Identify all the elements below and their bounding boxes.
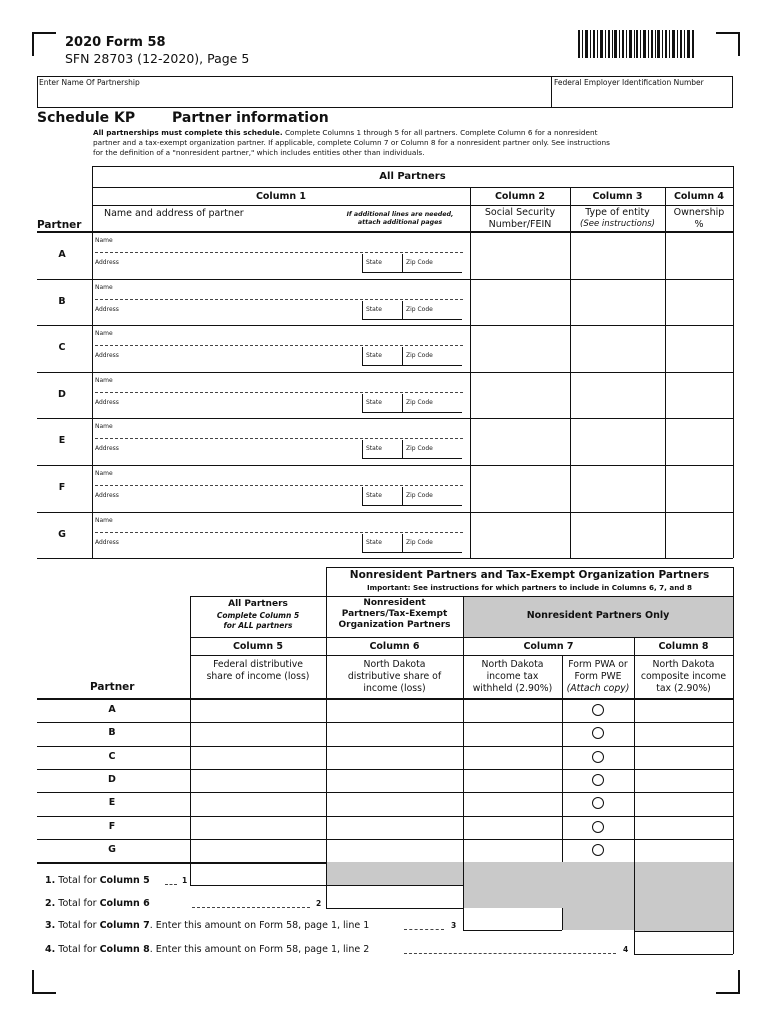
complete-column-5-note [190,611,326,631]
bottom-table-line [190,655,733,656]
line-1-text: Total for [58,875,97,886]
nonresident-important-note: Important: See instructions for which partners to include in Columns 6, 7, and 8 [366,583,693,592]
column-7-header: Column 7 [523,641,574,652]
partner-entity-type-input[interactable] [571,466,664,511]
partner-letter: C [58,342,66,354]
line-3-marker: 3 [451,921,457,930]
column-8-description-line-1: North Dakota [652,659,715,670]
pwa-pwe-radio[interactable] [592,821,604,833]
partner-state-input[interactable] [363,349,401,365]
partner-letter: F [58,482,66,493]
column-7-input[interactable] [464,770,561,791]
top-row-divider [92,372,93,419]
state-zip-underline [362,458,462,459]
column-5-description [190,659,326,683]
column-3-description-line-1: Type of entity [585,207,650,218]
totals-line [634,954,733,955]
partner-state-input[interactable] [363,489,401,505]
zip-field-label: Zip Code [406,398,433,406]
partnership-name-box[interactable] [37,76,551,108]
column-5-input[interactable] [191,817,325,838]
column-1-note-line-2: attach additional pages [357,219,443,226]
column-5-input[interactable] [191,770,325,791]
column-7-input[interactable] [464,840,561,861]
bottom-table-line [190,596,733,597]
state-field-label: State [366,445,382,453]
pwa-pwe-radio[interactable] [592,704,604,716]
name-field-label: Name [95,283,113,291]
partner-zip-input[interactable] [403,256,461,272]
nonresident-only-label: Nonresident Partners Only [526,610,670,621]
top-row-divider [37,558,733,559]
column-7-input[interactable] [464,817,561,838]
top-table-line [733,166,734,558]
nonresident-label-line-1: Nonresident [363,598,426,608]
partner-address-input[interactable] [95,349,361,367]
partner-state-input[interactable] [363,442,401,458]
state-field-label: State [366,398,382,406]
line-4-instruction: . Enter this amount on Form 58, page 1, line 2 [149,944,370,955]
partner-address-input[interactable] [95,256,361,274]
state-field-label: State [366,492,382,499]
column-8-input[interactable] [635,840,732,861]
complete-column-5-line-1: Complete Column 5 [216,611,300,620]
name-field-label: Name [95,330,113,338]
column-5-input[interactable] [191,723,325,744]
column-7a-description-line-3: withheld (2.90%) [472,683,553,694]
instructions-line-2: partner and a tax-exempt organization partner. If applicable, complete Column 7 or Column 8 for a nonresident partner only. See instructions [93,138,610,147]
line-1-number: 1. [45,875,56,886]
zip-field-label: Zip Code [406,259,433,266]
pwa-pwe-radio[interactable] [592,727,604,739]
partner-ownership-input[interactable] [666,233,732,278]
total-column-6-line [45,898,150,909]
total-column-5-line [45,875,150,886]
totals-line [463,930,562,931]
partner-letter: E [58,435,66,447]
pwa-pwe-radio[interactable] [592,751,604,763]
column-2-description-line-1: Social Security [484,207,556,218]
column-7a-description-line-1: North Dakota [481,659,544,670]
address-field-label: Address [95,492,119,499]
partner-name-input[interactable] [95,375,465,393]
address-field-label: Address [95,305,119,313]
total-column-7-line [45,920,369,931]
total-column-8-input[interactable] [634,931,733,954]
totals-shading-col7 [464,862,634,908]
top-table-line [92,187,733,188]
bottom-table-line [733,567,734,954]
column-2-header: Column 2 [494,191,546,202]
line-3-instruction: . Enter this amount on Form 58, page 1, line 1 [149,920,370,931]
column-4-header: Column 4 [673,191,725,202]
bottom-partner-letter: F [108,820,116,832]
state-field-label: State [366,259,382,266]
column-3-header: Column 3 [592,191,643,202]
state-zip-underline [362,319,462,320]
line-2-column: Column 6 [99,898,150,909]
zip-field-label: Zip Code [406,445,433,453]
partner-address-input[interactable] [95,489,361,507]
state-field-label: State [366,352,382,360]
partner-zip-input[interactable] [403,536,461,552]
address-field-label: Address [95,538,119,546]
total-column-6-input[interactable] [326,885,463,908]
partner-letter: B [58,295,66,307]
partner-state-input[interactable] [363,396,401,412]
column-4-description-line-1: Ownership [673,207,725,218]
column-5-header: Column 5 [232,641,284,652]
column-7a-description-line-2: income tax [486,671,539,682]
instructions-bold: All partnerships must complete this schedule. [93,128,283,137]
line-4-column: Column 8 [99,944,150,955]
line-1-marker: 1 [182,876,188,885]
bottom-partner-letter: G [108,843,116,855]
partner-address-input[interactable] [95,536,361,554]
column-7b-description-line-2: Form PWE [574,671,622,682]
column-6-input[interactable] [327,723,462,744]
top-row-divider [92,325,93,372]
state-zip-underline [362,505,462,506]
totals-shading-col7b [563,908,634,930]
column-8-description-line-2: composite income [640,671,727,682]
totals-shading-col8 [635,862,733,931]
line-3-number: 3. [45,920,56,931]
top-row-divider [92,232,93,279]
partner-ssn-input[interactable] [471,280,569,325]
bottom-table-line [326,567,733,568]
column-6-input[interactable] [327,770,462,791]
column-6-description-line-3: income (loss) [363,683,426,694]
column-6-description-line-1: North Dakota [363,659,426,670]
partner-letter: G [58,528,66,540]
partner-zip-input[interactable] [403,396,461,412]
column-8-description-line-3: tax (2.90%) [656,683,711,694]
partner-name-input[interactable] [95,282,465,300]
column-6-description [326,659,463,695]
partner-state-input[interactable] [363,536,401,552]
column-6-input[interactable] [327,840,462,861]
corner-mark-bottom-right [716,970,740,994]
partner-name-input[interactable] [95,328,465,346]
partner-ownership-input[interactable] [666,419,732,464]
partner-address-input[interactable] [95,303,361,321]
complete-column-5-line-2: for ALL partners [223,621,293,630]
partner-column-header: Partner [37,219,82,231]
column-6-input[interactable] [327,700,462,721]
schedule-name: Schedule KP [37,110,136,126]
line-2-text: Total for [58,898,97,909]
partner-entity-type-input[interactable] [571,326,664,371]
partner-state-input[interactable] [363,256,401,272]
column-1-note [330,211,470,227]
partner-zip-input[interactable] [403,303,461,319]
line-2-number: 2. [45,898,56,909]
state-zip-underline [362,412,462,413]
partner-ownership-input[interactable] [666,373,732,418]
column-1-description: Name and address of partner [104,208,244,219]
partner-zip-input[interactable] [403,349,461,365]
column-8-header: Column 8 [658,641,709,652]
state-zip-underline [362,365,462,366]
partner-entity-type-input[interactable] [571,373,664,418]
partner-name-input[interactable] [95,468,465,486]
partner-ownership-input[interactable] [666,466,732,511]
column-3-description [570,207,665,230]
bottom-partner-letter: C [108,750,116,762]
column-8-description [634,659,733,695]
zip-field-label: Zip Code [406,492,433,499]
all-partners-label: All Partners [228,599,288,609]
bottom-partner-letter: D [108,773,116,785]
pwa-pwe-radio[interactable] [592,774,604,786]
partner-entity-type-input[interactable] [571,419,664,464]
column-7-input[interactable] [464,700,561,721]
line-4-leader [404,953,616,954]
state-zip-underline [362,552,462,553]
partner-ownership-input[interactable] [666,513,732,558]
partner-entity-type-input[interactable] [571,513,664,558]
instructions-line-3: for the definition of a "nonresident partner," which includes entities other than individuals. [93,148,425,157]
bottom-table-line [190,637,733,638]
partner-ssn-input[interactable] [471,326,569,371]
schedule-title: Partner information [172,110,329,126]
partner-zip-input[interactable] [403,489,461,505]
zip-field-label: Zip Code [406,352,433,360]
corner-mark-bottom-left [32,970,56,994]
column-4-description [665,207,733,231]
column-5-input[interactable] [191,747,325,768]
partner-zip-input[interactable] [403,442,461,458]
column-8-input[interactable] [635,817,732,838]
fein-box[interactable] [551,76,733,108]
partner-address-input[interactable] [95,442,361,460]
line-4-text: Total for [58,944,97,955]
partner-letter: A [58,249,66,260]
column-5-input[interactable] [191,840,325,861]
partner-letter: D [58,388,66,400]
partner-address-input[interactable] [95,396,361,414]
column-5-description-line-2: share of income (loss) [206,671,310,682]
column-2-description-line-2: Number/FEIN [488,219,552,230]
partner-name-input[interactable] [95,515,465,533]
zip-field-label: Zip Code [406,538,433,546]
column-1-note-line-1: If additional lines are needed, [346,211,454,218]
column-7a-description [463,659,562,695]
column-6-description-line-2: distributive share of [347,671,442,682]
address-field-label: Address [95,259,119,266]
partner-ssn-input[interactable] [471,466,569,511]
line-4-marker: 4 [623,945,629,954]
line-3-column: Column 7 [99,920,150,931]
column-7-input[interactable] [464,793,561,814]
partner-entity-type-input[interactable] [571,233,664,278]
name-field-label: Name [95,237,113,244]
column-2-description [470,207,570,231]
column-8-input[interactable] [635,723,732,744]
barcode-image [578,30,696,58]
partner-ssn-input[interactable] [471,233,569,278]
top-row-divider [92,465,93,512]
schedule-instructions [93,128,733,158]
column-7b-description-line-3: (Attach copy) [566,683,630,694]
total-column-7-input[interactable] [463,908,562,930]
partner-state-input[interactable] [363,303,401,319]
column-8-input[interactable] [635,793,732,814]
bottom-partner-letter: E [108,797,116,809]
totals-shading-col6 [327,862,463,885]
pwa-pwe-radio[interactable] [592,844,604,856]
column-4-description-line-2: % [694,219,704,230]
partner-name-input[interactable] [95,235,465,253]
state-field-label: State [366,305,382,313]
state-field-label: State [366,538,382,546]
name-field-label: Name [95,470,113,477]
zip-field-label: Zip Code [406,305,433,313]
all-partners-header: All Partners [379,171,446,182]
column-7-input[interactable] [464,747,561,768]
instructions-line-1: Complete Columns 1 through 5 for all partners. Complete Column 6 for a nonresident [284,128,598,137]
bottom-partner-letter: A [108,704,116,715]
column-7b-description [562,659,634,695]
partner-name-input[interactable] [95,421,465,439]
column-6-input[interactable] [327,747,462,768]
nonresident-section-title: Nonresident Partners and Tax-Exempt Organization Partners [349,569,710,581]
line-1-leader [165,884,177,885]
line-3-text: Total for [58,920,97,931]
column-7-input[interactable] [464,723,561,744]
column-8-input[interactable] [635,770,732,791]
corner-mark-top-left [32,32,56,56]
column-1-header: Column 1 [255,191,307,202]
column-5-input[interactable] [191,793,325,814]
total-column-8-line [45,944,369,955]
column-5-input[interactable] [191,700,325,721]
column-5-description-line-1: Federal distributive [213,659,303,670]
name-field-label: Name [95,516,113,524]
column-6-header: Column 6 [369,641,420,652]
column-6-input[interactable] [327,817,462,838]
nonresident-tax-exempt-label [326,598,463,631]
form-title: 2020 Form 58 [65,35,166,50]
address-field-label: Address [95,398,119,406]
form-subtitle: SFN 28703 (12-2020), Page 5 [65,51,250,66]
top-row-divider [92,418,93,465]
partner-entity-type-input[interactable] [571,280,664,325]
address-field-label: Address [95,445,119,453]
top-table-line [92,166,733,167]
bottom-partner-letter: B [108,727,116,739]
pwa-pwe-radio[interactable] [592,797,604,809]
totals-line [326,908,463,909]
top-table-line [92,205,733,206]
column-6-input[interactable] [327,793,462,814]
partner-ownership-input[interactable] [666,280,732,325]
address-field-label: Address [95,352,119,360]
partner-ownership-input[interactable] [666,326,732,371]
column-8-input[interactable] [635,747,732,768]
line-2-leader [192,907,310,908]
line-3-leader [404,929,444,930]
nonresident-label-line-2: Partners/Tax-Exempt [341,609,448,619]
fein-label: Federal Employer Identification Number [554,78,704,87]
column-8-input[interactable] [635,700,732,721]
line-2-marker: 2 [316,899,322,908]
total-column-5-input[interactable] [190,862,326,885]
top-row-divider [92,512,93,559]
name-field-label: Name [95,423,113,431]
corner-mark-top-right [716,32,740,56]
top-row-divider [92,279,93,326]
partner-ssn-input[interactable] [471,419,569,464]
column-3-description-line-2: (See instructions) [580,219,655,229]
line-1-column: Column 5 [99,875,150,886]
bottom-partner-column-header: Partner [90,681,135,693]
line-4-number: 4. [45,944,56,955]
partner-ssn-input[interactable] [471,373,569,418]
column-7b-description-line-1: Form PWA or [568,659,628,670]
partner-ssn-input[interactable] [471,513,569,558]
partnership-name-label: Enter Name Of Partnership [39,78,140,87]
name-field-label: Name [95,376,113,384]
state-zip-underline [362,272,462,273]
nonresident-label-line-3: Organization Partners [338,620,451,630]
